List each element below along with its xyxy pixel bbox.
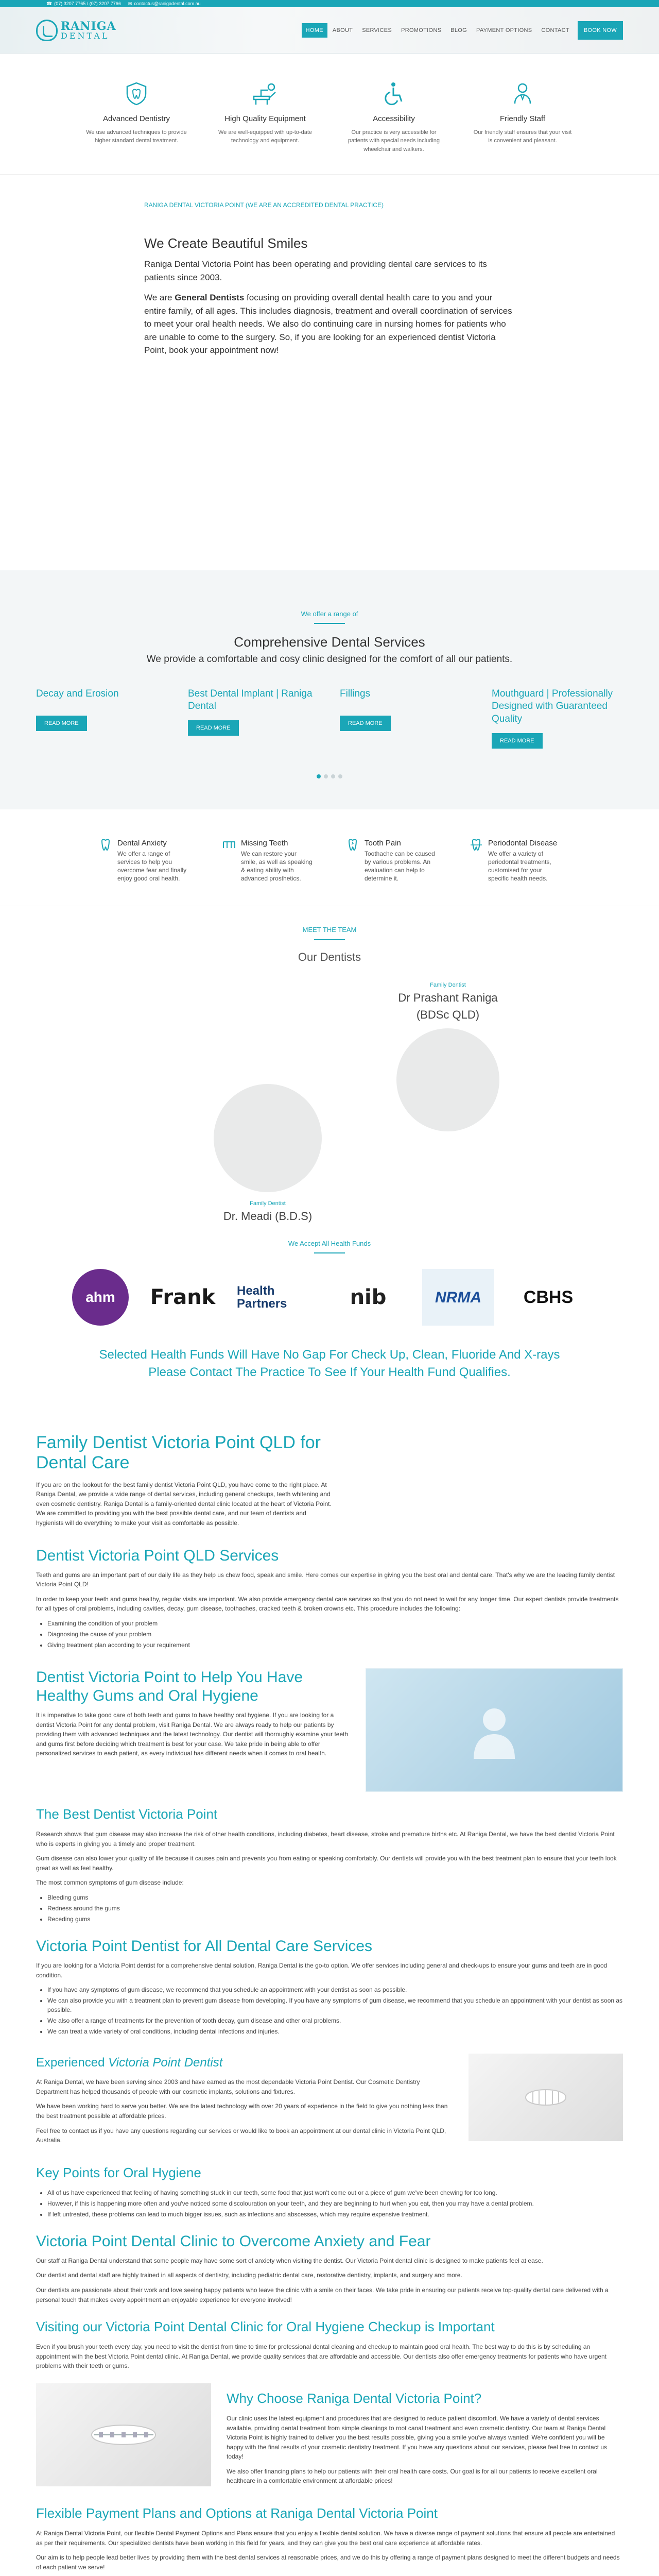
list-item: • Receding gums [47, 1914, 623, 1924]
list-item: • However, if this is happening more often and you've noticed some discolouration on your teeth, and they are beginning to hurt when you eat, then you may have a dental problem. [47, 2199, 623, 2208]
article-heading: Dentist Victoria Point to Help You Have Healthy Gums and Oral Hygiene [36, 1669, 303, 1705]
article-list [36, 1893, 623, 1924]
team-kicker: MEET THE TEAM [302, 926, 357, 934]
intro-p2-bold: General Dentists [175, 293, 245, 302]
service-card-title: Mouthguard | Professionally Designed with Guaranteed Quality [492, 688, 613, 724]
dentist-with-patient-image [366, 1668, 623, 1792]
feature-text: We use advanced techniques to provide higher standard dental treatment. [86, 129, 187, 144]
wheelchair-icon [342, 79, 445, 108]
article-paragraph: Our dentist and dental staff are highly trained in all aspects of dentistry, including pediatric dental care, restorative dentistry, implants, and surgery and more. [36, 2272, 462, 2279]
service-card [36, 688, 167, 749]
cbhs-logo: CBHS [523, 1287, 574, 1307]
article-list [36, 1985, 623, 2036]
read-more-button[interactable]: READ MORE [492, 733, 543, 749]
health-funds-section [0, 1233, 659, 1417]
dentist-photo [214, 1084, 322, 1192]
article-paragraph: Even if you brush your teeth every day, you need to visit the dentist from time to time for professional dental cleaning and checkup to maintain good oral health. The best way to do this is by scheduling an appointment with the best Victoria Point dental clinic. At Raniga Dental, we provide quality services that are affordable and accessible. Our dentists also offer emergency treatments for patients who have urgent problems with their teeth or gums. [36, 2343, 606, 2370]
article-paragraph: We have been working hard to serve you better. We are the latest technology with over 20 years of experience in the field to give you nothing less than the best treatment possible at affordable prices. [36, 2103, 448, 2120]
nav-services[interactable]: SERVICES [362, 27, 392, 33]
service-card-title: Decay and Erosion [36, 688, 119, 699]
service-icon-title: Periodontal Disease [488, 839, 558, 848]
feature-high-quality-equipment [214, 79, 317, 154]
article-heading: Dentist Victoria Point QLD Services [36, 1547, 279, 1564]
list-item: • Giving treatment plan according to your requirement [47, 1640, 623, 1650]
dentist-name: Dr. Meadi (B.D.S) [223, 1210, 313, 1223]
dentist-role: Family Dentist [430, 981, 466, 988]
periodontal-icon [469, 838, 484, 853]
intro-paragraph-1: Raniga Dental Victoria Point has been operating and providing dental care services to its patients since 2003. [144, 259, 487, 282]
article-paragraph: Our dentists are passionate about their work and love seeing happy patients who leave the clinic with a smile on their faces. We take pride in ensuring our patients receive top-quality dental care delivered with a personal touch that makes every appointment an enjoyable experience for everyone involved! [36, 2286, 609, 2303]
carousel-dot[interactable] [338, 774, 342, 778]
intro-p2-rest: focusing on providing overall dental health care to you and your entire family, of all ages. This includes diagnosis, treatment and overall coordination of services to meet your oral health needs. We also do continuing care in nursing homes for patients who are unable to come to the surgery. So, if you are looking for an experienced dentist Victoria Point, book your appointment now! [144, 293, 512, 355]
dental-model-image [469, 2054, 623, 2141]
ahm-logo: ahm [72, 1269, 129, 1326]
topbar-email-text: contactus@ranigadental.com.au [134, 1, 201, 6]
services-slider-section [0, 570, 659, 810]
article-list [36, 1619, 623, 1650]
service-icon-title: Dental Anxiety [117, 839, 167, 848]
carousel-dot[interactable] [317, 774, 321, 778]
topbar-phone[interactable]: ☎ (07) 3207 7765 / (07) 3207 7766 [46, 1, 121, 6]
nav-contact[interactable]: CONTACT [541, 27, 569, 33]
team-title: Our Dentists [298, 950, 361, 963]
service-missing-teeth[interactable] [221, 838, 314, 883]
tooth-shield-icon [85, 79, 188, 108]
equipment-icon [214, 79, 317, 108]
service-icon-desc: Toothache can be caused by various problems. An evaluation can help to determine it. [365, 850, 435, 883]
list-item: • Examining the condition of your problem [47, 1619, 623, 1628]
nav-blog[interactable]: BLOG [450, 27, 467, 33]
nav-payment-options[interactable]: PAYMENT OPTIONS [476, 27, 532, 33]
service-icon-title: Tooth Pain [365, 839, 401, 848]
article-paragraph: Feel free to contact us if you have any questions regarding our services or would like to book an appointment at our dental clinic in Victoria Point QLD, Australia. [36, 2127, 446, 2144]
fund-gap-line-2: Please Contact The Practice To See If Your Health Fund Qualifies. [148, 1365, 511, 1379]
carousel-dot[interactable] [324, 774, 328, 778]
article-list [36, 2188, 623, 2219]
list-item: • If you have any symptoms of gum disease, we recommend that you schedule an appointment with your dentist as soon as possible. [47, 1985, 623, 1994]
fund-gap-line-1: Selected Health Funds Will Have No Gap For Check Up, Clean, Fluoride And X-rays [99, 1348, 560, 1362]
list-item: • We can also provide you with a treatment plan to prevent gum disease from developing. If you have any symptoms of gum disease, we recommend that you schedule an appointment with your dentist as soon as possible. [47, 1996, 623, 2014]
divider [314, 623, 345, 624]
dentist-card[interactable] [381, 981, 515, 1132]
feature-text: Our practice is very accessible for patients with special needs including wheelchair and walkers. [348, 129, 440, 152]
nib-logo: nib [350, 1285, 387, 1310]
nav-home[interactable]: HOME [302, 23, 327, 38]
article-heading: Victoria Point Dental Clinic to Overcome Anxiety and Fear [36, 2232, 431, 2250]
seo-article [36, 1417, 623, 2576]
divider [314, 939, 345, 940]
nrma-logo: NRMA [422, 1269, 494, 1326]
list-item: • Bleeding gums [47, 1893, 623, 1902]
intro-kicker: RANIGA DENTAL VICTORIA POINT (WE ARE AN ACCREDITED DENTAL PRACTICE) [144, 201, 384, 209]
heading-emphasis: Victoria Point Dentist [108, 2056, 223, 2070]
service-dental-anxiety[interactable] [98, 838, 190, 883]
top-bar [0, 0, 659, 7]
tooth-logo-icon [36, 20, 58, 41]
anxiety-icon [98, 838, 113, 853]
list-item: • Redness around the gums [47, 1904, 623, 1913]
service-icon-text [117, 838, 190, 883]
staff-icon [471, 79, 574, 108]
article-paragraph: In order to keep your teeth and gums healthy, regular visits are important. We also provide emergency dental care services so that you do not need to wait for any longer time. Our expert dentists provide treatments for all types of oral problems, including cavities, decay, gum disease, toothaches, cracked teeth & broken crowns etc. This procedure includes the following: [36, 1595, 619, 1613]
feature-title: Accessibility [373, 114, 415, 123]
dentist-photo [396, 1028, 499, 1131]
article-paragraph: Gum disease can also lower your quality of life because it causes pain and prevents you from eating or speaking comfortably. Our dentists will provide you with the best treatment plan to ensure that your teeth look great as well as feel healthy. [36, 1855, 617, 1872]
intro-title: We Create Beautiful Smiles [144, 235, 308, 251]
service-icon-title: Missing Teeth [241, 839, 288, 848]
article-paragraph: We also offer financing plans to help our patients with their oral health care costs. Our goal is for all our patients to receive excellent oral healthcare in a comfortable environment at affordable prices! [227, 2467, 598, 2485]
service-tooth-pain[interactable] [345, 838, 438, 883]
logo-text [61, 21, 116, 40]
topbar-email[interactable]: ✉ contactus@ranigadental.com.au [128, 1, 201, 6]
dentist-name: Dr Prashant Raniga [398, 991, 498, 1005]
article-paragraph: At Raniga Dental, we have been serving since 2003 and have earned as the most dependable Victoria Point Dentist. Our Cosmetic Dentistry Department has helped thousands of people with our cosmetic implants, solutions and fixtures. [36, 2078, 420, 2095]
article-paragraph: Teeth and gums are an important part of our daily life as they help us chew food, speak and smile. Here comes our expertise in giving you the best oral and dental care. That's why we are the leading family dentist Victoria Point QLD! [36, 1571, 615, 1588]
dentist-role: Family Dentist [250, 1200, 286, 1207]
article-heading: Victoria Point Dentist for All Dental Care Services [36, 1938, 373, 1955]
service-card [340, 688, 471, 749]
read-more-button[interactable]: READ MORE [36, 716, 87, 732]
feature-title: Advanced Dentistry [102, 114, 170, 123]
service-card-title: Fillings [340, 688, 371, 699]
logo-line-1: RANIGA [61, 20, 116, 33]
service-icon-desc: We offer a variety of periodontal treatments, customised for your specific health needs. [488, 850, 551, 883]
feature-text: Our friendly staff ensures that your visit is convenient and pleasant. [473, 129, 572, 144]
list-item: • If left untreated, these problems can lead to much bigger issues, such as infections and abscesses, which may require expensive treatment. [47, 2210, 623, 2219]
heading-lead: Experienced [36, 2056, 109, 2070]
list-item: • Diagnosing the cause of your problem [47, 1630, 623, 1639]
carousel-dots [0, 774, 659, 778]
article-heading: Why Choose Raniga Dental Victoria Point? [227, 2390, 482, 2406]
service-periodontal-disease[interactable] [469, 838, 561, 883]
article-heading [36, 2054, 453, 2072]
service-icon-text [488, 838, 561, 883]
article-heading: Family Dentist Victoria Point QLD for Dental Care [36, 1432, 321, 1472]
features-section [0, 54, 659, 175]
article-paragraph: The most common symptoms of gum disease include: [36, 1879, 184, 1887]
services-kicker: We offer a range of [301, 609, 358, 618]
article-paragraph: If you are looking for a Victoria Point dentist for a comprehensive dental solution, Raniga Dental is the go-to option. We offer services including general and check-ups to ensure your gums and teeth are in good condition. [36, 1962, 608, 1979]
service-icon-desc: We can restore your smile, as well as speaking & eating ability with advanced prosthetics. [241, 850, 313, 883]
funds-kicker: We Accept All Health Funds [288, 1239, 371, 1247]
service-icon-text [241, 838, 314, 883]
service-card-title: Best Dental Implant | Raniga Dental [188, 688, 313, 712]
divider [314, 1252, 345, 1253]
fund-gap-notice [0, 1326, 659, 1396]
logo-line-2: DENTAL [61, 31, 110, 41]
article-paragraph: It is imperative to take good care of both teeth and gums to have healthy oral hygiene. If you are looking for a dentist Victoria Point for any dental problem, visit Raniga Dental. We are always ready to help our patients by providing them with advanced techniques and the latest technology. Our dentist will thoroughly examine your teeth and gums first before deciding which treatment is best for your case. We take pride in being able to offer personalized services to each patient, as every individual has different needs when it comes to oral health. [36, 1711, 349, 1757]
article-paragraph: Our staff at Raniga Dental understand that some people may have some sort of anxiety when visiting the dentist. Our Victoria Point dental clinic is designed to make patients feel at ease. [36, 2257, 543, 2264]
intro-p2-lead: We are [144, 293, 175, 302]
service-icon-text [365, 838, 438, 883]
feature-advanced-dentistry [85, 79, 188, 154]
feature-title: Friendly Staff [499, 114, 546, 123]
book-now-button[interactable]: BOOK NOW [578, 21, 623, 40]
list-item: • We can treat a wide variety of oral conditions, including dental infections and injuries. [47, 2027, 623, 2036]
intro-paragraph-2 [144, 291, 515, 357]
article-paragraph: Our aim is to help people lead better lives by providing them with the best dental services at reasonable prices, and we do this by offering a range of payment plans designed to meet the different budgets and needs of each patient we serve! [36, 2554, 620, 2571]
logo[interactable] [36, 20, 116, 41]
nav-promotions[interactable]: PROMOTIONS [401, 27, 442, 33]
service-card [188, 688, 319, 749]
services-carousel [36, 688, 623, 749]
article-heading: The Best Dentist Victoria Point [36, 1806, 218, 1822]
feature-text: We are well-equipped with up-to-date technology and equipment. [218, 129, 312, 144]
health-partners-logo: Health Partners [237, 1284, 287, 1311]
article-paragraph: At Raniga Dental Victoria Point, our flexible Dental Payment Options and Plans ensure that you enjoy a flexible dental solution. We have a diverse range of payment solutions that ensure all people are entertained as per their requirements. Our specialized dentists have been working in this field for years, and they can give you the best oral care experience at affordable rates. [36, 2530, 615, 2547]
nav-about[interactable]: ABOUT [332, 27, 353, 33]
dentists-grid [72, 981, 587, 1223]
service-icon-desc: We offer a range of services to help you overcome fear and finally enjoy good oral health. [117, 850, 187, 883]
feature-title: High Quality Equipment [224, 114, 306, 123]
services-title: Comprehensive Dental Services [234, 634, 425, 650]
topbar-phone-text: (07) 3207 7765 / (07) 3207 7766 [54, 1, 121, 6]
article-paragraph: Research shows that gum disease may also increase the risk of other health conditions, including diabetes, heart disease, stroke and premature births etc. At Raniga Dental, we have the best dentist Victoria Point who is experts in giving you a timely and proper treatment. [36, 1831, 615, 1848]
services-subtitle: We provide a comfortable and cosy clinic designed for the comfort of all our patients. [146, 654, 513, 665]
list-item: • We also offer a range of treatments for the prevention of tooth decay, gum disease and other oral problems. [47, 2016, 623, 2025]
read-more-button[interactable]: READ MORE [340, 716, 391, 732]
frank-logo: Frank [150, 1285, 216, 1310]
health-fund-logos [57, 1269, 602, 1326]
team-section [0, 906, 659, 1233]
feature-friendly-staff [471, 79, 574, 154]
dentist-qualification: (BDSc QLD) [416, 1008, 480, 1022]
article-heading: Flexible Payment Plans and Options at Raniga Dental Victoria Point [36, 2505, 438, 2521]
list-item: • All of us have experienced that feeling of having something stuck in our teeth, some food that just won't come out or a piece of gum we've been chewing for too long. [47, 2188, 623, 2197]
main-nav [302, 21, 623, 40]
article-paragraph: Our clinic uses the latest equipment and procedures that are designed to reduce patient discomfort. We have a variety of dental services available, providing dental treatment from simple cleanings to root canal treatment and even cosmetic dentistry. Our team at Raniga Dental Victoria Point is highly trained to deliver you the best results possible, giving you a smile you've always wanted! We're confident you will be happy with the final results of your cosmetic dentistry treatment. If you have any questions about our services, please feel free to contact us today! [227, 2414, 608, 2461]
service-icons-section [0, 809, 659, 906]
intro-section [0, 175, 659, 421]
dentist-card[interactable] [196, 1084, 340, 1225]
read-more-button[interactable]: READ MORE [188, 720, 239, 736]
dental-braces-image [36, 2383, 211, 2486]
tooth-pain-icon [345, 838, 360, 853]
article-paragraph: If you are on the lookout for the best family dentist Victoria Point QLD, you have come to the right place. At Raniga Dental, we provide a wide range of dental services, including general checkups, teeth whitening and even cosmetic dentistry. Raniga Dental is a family-oriented dental clinic located at the heart of Victoria Point. We are committed to providing you with the best possible dental care, and our team of dentists and hygienists will do everything to make your visit as comfortable as possible. [36, 1481, 332, 1527]
article-heading: Key Points for Oral Hygiene [36, 2164, 201, 2180]
missing-tooth-icon [221, 838, 237, 853]
feature-accessibility [342, 79, 445, 154]
service-card [492, 688, 623, 749]
carousel-dot[interactable] [331, 774, 335, 778]
article-heading: Visiting our Victoria Point Dental Clinic for Oral Hygiene Checkup is Important [36, 2319, 495, 2335]
site-header [0, 7, 659, 54]
